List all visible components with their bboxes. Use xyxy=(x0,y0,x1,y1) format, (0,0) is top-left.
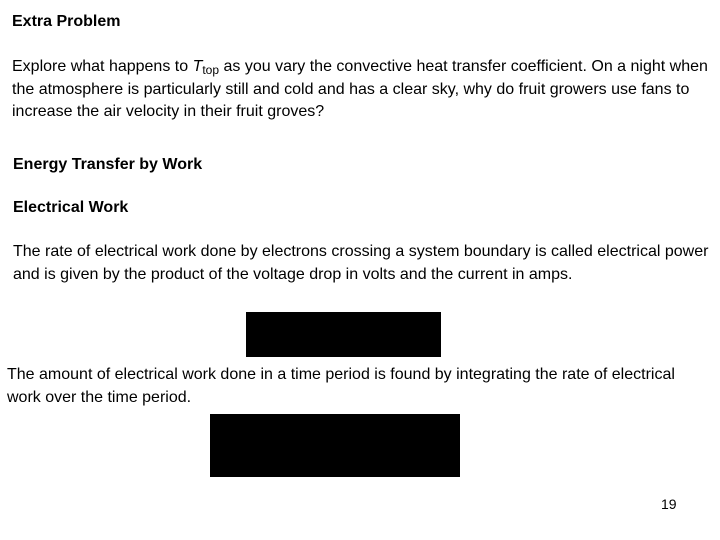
page-number: 19 xyxy=(661,496,677,512)
electrical-power-paragraph: The rate of electrical work done by electrons crossing a system boundary is called electrical power and is given by the product of the voltage drop in volts and the current in amps. xyxy=(13,243,709,283)
electrical-work-heading: Electrical Work xyxy=(13,199,129,216)
t-top-subscript: top xyxy=(202,63,220,77)
electrical-work-integral-paragraph: The amount of electrical work done in a time period is found by integrating the rate of electrical work over the time period. xyxy=(7,366,675,406)
extra-problem-text xyxy=(12,56,716,124)
electrical-power-equation-image xyxy=(246,312,441,357)
extra-problem-text-after: as you vary the convective heat transfer coefficient. On a night when the atmosphere is particularly still and cold and has a clear sky, why do fruit growers use fans to increase the air velocity in their fruit groves? xyxy=(12,58,708,120)
t-top-variable: T xyxy=(192,58,203,75)
electrical-work-integral-equation-image xyxy=(210,414,460,477)
extra-problem-text-before: Explore what happens to xyxy=(12,58,193,75)
energy-transfer-heading: Energy Transfer by Work xyxy=(13,156,203,173)
extra-problem-title: Extra Problem xyxy=(12,13,121,30)
